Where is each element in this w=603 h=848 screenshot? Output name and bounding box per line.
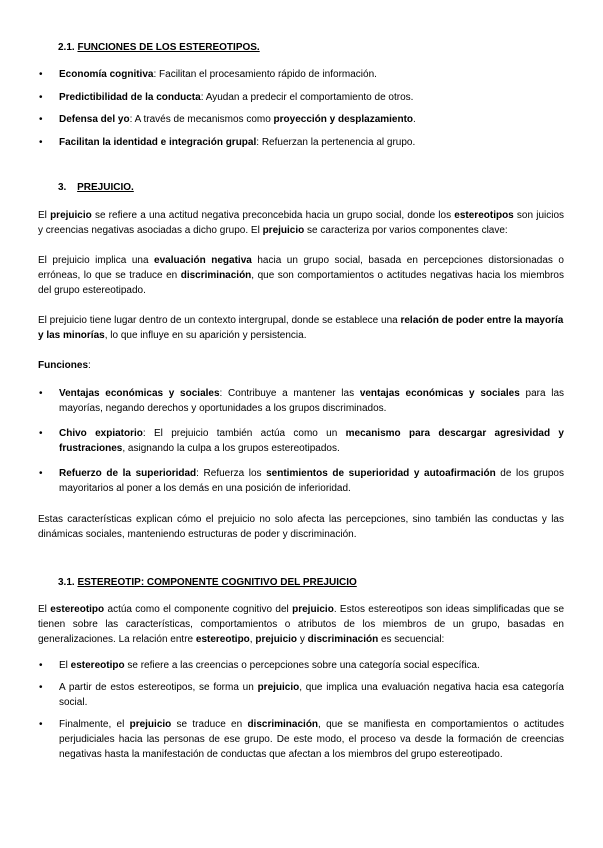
item-term: Defensa del yo [59, 114, 130, 125]
term: estereotipos [454, 210, 514, 221]
label-colon: : [88, 360, 91, 371]
term: mecanismo para descargar agresividad y frustraciones [59, 428, 564, 454]
term: prejuicio [129, 719, 172, 730]
text: , [249, 634, 256, 645]
item-text: : A través de mecanismos como [129, 114, 274, 125]
text: : Refuerza los [196, 468, 267, 479]
term: discriminación [307, 634, 379, 645]
text: El prejuicio tiene lugar dentro de un contexto intergrupal, donde se establece una [38, 315, 401, 326]
text: , que implica una evaluación negativa hacia esa categoría social. [59, 682, 564, 708]
term: prejuicio [257, 682, 300, 693]
text: se traduce en [171, 719, 248, 730]
term: evaluación negativa [154, 255, 252, 266]
section-2-1-number: 2.1. [58, 42, 75, 53]
text: se refiere a una actitud negativa preconcebida hacia un grupo social, donde los [91, 210, 455, 221]
bullet-icon: • [39, 91, 43, 103]
item-term-2: proyección y desplazamiento [273, 114, 414, 125]
term: estereotipo [50, 604, 105, 615]
list-item [38, 466, 564, 496]
text: es secuencial: [378, 634, 445, 645]
text: hacia un grupo social, basada en percepciones distorsionadas o erróneas, lo que se traduce en [38, 255, 564, 281]
item-term: Predictibilidad de la conducta [59, 91, 201, 103]
text: : El prejuicio también actúa como un [142, 428, 346, 439]
bullet-icon: • [39, 136, 43, 148]
list-item [38, 67, 564, 82]
text: , lo que influye en su aparición y persistencia. [104, 330, 307, 341]
section-3-paragraph-1 [38, 208, 564, 238]
text: El prejuicio implica una [38, 255, 155, 266]
bullet-icon: • [39, 682, 43, 693]
bullet-icon: • [39, 660, 43, 671]
section-3-heading [58, 180, 584, 195]
section-3-1-number: 3.1. [58, 577, 75, 588]
text: se refiere a las creencias o percepciones sobre una categoría social específica. [124, 660, 480, 671]
text: de los grupos mayoritarios al poner a los demás en una posición de inferioridad. [59, 468, 564, 494]
text: , que son comportamientos o actitudes negativas hacia los miembros del grupo estereotipado. [38, 270, 564, 296]
term: prejuicio [262, 225, 305, 236]
term: prejuicio [292, 604, 334, 615]
list-item [38, 680, 564, 710]
bullet-icon: • [39, 428, 43, 439]
term: Refuerzo de la superioridad [59, 468, 197, 479]
list-item [38, 135, 564, 150]
term: prejuicio [50, 210, 92, 221]
section-3-paragraph-4 [38, 512, 564, 542]
item-text: : Facilitan el procesamiento rápido de información. [153, 69, 377, 80]
bullet-icon: • [39, 114, 43, 125]
text: El [59, 660, 71, 671]
item-term: Facilitan la identidad e integración grupal [59, 136, 257, 148]
text: se caracteriza por varios componentes clave: [304, 225, 508, 236]
bullet-icon: • [39, 388, 43, 399]
bullet-icon: • [39, 69, 43, 80]
text: El [38, 604, 51, 615]
text: , asignando la culpa a los grupos estereotipados. [122, 443, 340, 454]
list-item [38, 426, 564, 456]
section-3-1-heading [58, 575, 584, 590]
bullet-icon: • [39, 468, 43, 479]
section-2-1-title: FUNCIONES DE LOS ESTEREOTIPOS. [77, 42, 260, 53]
text: : Contribuye a mantener las [219, 388, 360, 399]
term: relación de poder entre la mayoría y las minorías [38, 315, 564, 341]
text: Finalmente, el [59, 719, 130, 730]
section-3-1-title: ESTEREOTIP: COMPONENTE COGNITIVO DEL PREJUICIO [77, 577, 357, 588]
text: , que se manifiesta en comportamientos o actitudes perjudiciales hacia las personas de ese grupo. De este modo, el proceso va desde la formación de creencias negativas hasta la manifestación de conductas que afectan a los miembros del grupo estereotipado. [59, 719, 564, 760]
text: y [297, 634, 308, 645]
bullet-icon: • [39, 719, 43, 730]
term: discriminación [180, 270, 252, 281]
funciones-list [38, 386, 564, 496]
item-text-2: . [413, 114, 416, 125]
label-text: Funciones [38, 360, 89, 371]
text: A partir de estos estereotipos, se forma un [59, 682, 258, 693]
term: ventajas económicas y sociales [359, 388, 520, 399]
item-text: : Refuerzan la pertenencia al grupo. [256, 136, 416, 148]
list-item [38, 658, 564, 673]
section-2-1-list [38, 67, 564, 150]
list-item [38, 717, 564, 762]
term: estereotipo [70, 660, 125, 671]
section-3-1-list [38, 658, 564, 762]
term: estereotipo [195, 634, 250, 645]
section-3-paragraph-3 [38, 313, 564, 343]
term: discriminación [247, 719, 319, 730]
text: son juicios y creencias negativas asociadas a dicho grupo. El [38, 210, 565, 236]
text: actúa como el componente cognitivo del [104, 604, 293, 615]
item-text: : Ayudan a predecir el comportamiento de otros. [200, 91, 414, 103]
text: para las mayorías, negando derechos y oportunidades a los grupos discriminados. [59, 388, 565, 414]
funciones-label [38, 358, 564, 373]
section-3-paragraph-2 [38, 253, 564, 298]
term: Chivo expiatorio [59, 428, 143, 439]
section-3-title: PREJUICIO. [77, 182, 134, 193]
text: . Estos estereotipos son ideas simplificadas que se tienen sobre las características, comportamientos o atributos de los miembros de un grupo, basadas en generalizaciones. La relación entre [38, 604, 565, 645]
text: El [38, 210, 51, 221]
term: prejuicio [255, 634, 298, 645]
list-item [38, 90, 564, 105]
section-2-1-heading [58, 40, 584, 55]
list-item [38, 112, 564, 127]
section-3-1-paragraph-1 [38, 602, 564, 647]
term: Ventajas económicas y sociales [59, 388, 220, 399]
text: Estas características explican cómo el prejuicio no solo afecta las percepciones, sino también las conductas y las dinámicas sociales, manteniendo estructuras de poder y discriminación. [38, 514, 564, 540]
term: sentimientos de superioridad y autoafirmación [266, 468, 496, 479]
item-term: Economía cognitiva [59, 69, 154, 80]
list-item [38, 386, 564, 416]
section-3-number: 3. [58, 182, 67, 193]
